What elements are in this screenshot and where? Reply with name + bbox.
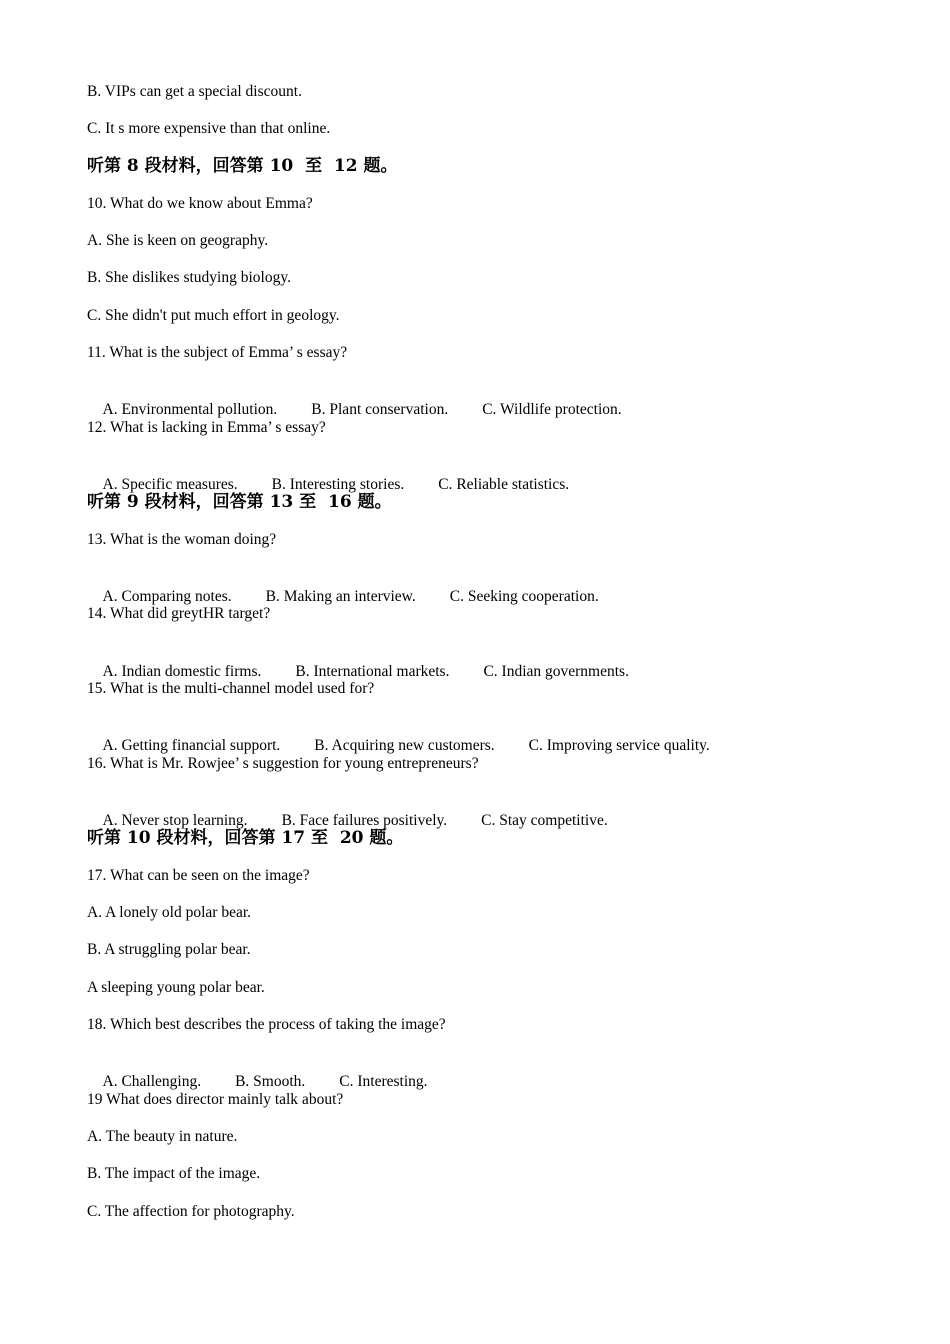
question-line: 18. Which best describes the process of taking the image? bbox=[87, 1016, 446, 1033]
option-c: C. Indian governments. bbox=[483, 663, 629, 680]
section-heading: 听第 10 段材料，回答第 17 至 20 题。 bbox=[87, 828, 404, 848]
option-c: C. Stay competitive. bbox=[481, 812, 608, 829]
option-line: A. The beauty in nature. bbox=[87, 1128, 238, 1145]
question-line: 14. What did greytHR target? bbox=[87, 605, 271, 622]
option-a: A. Challenging. bbox=[102, 1073, 202, 1090]
option-c: C. Improving service quality. bbox=[528, 737, 710, 754]
option-line: C. It s more expensive than that online. bbox=[87, 120, 331, 137]
question-line: 15. What is the multi-channel model used for? bbox=[87, 680, 375, 697]
option-b: B. Acquiring new customers. bbox=[314, 737, 495, 754]
option-a: A. Comparing notes. bbox=[102, 588, 232, 605]
option-c: C. Wildlife protection. bbox=[482, 401, 622, 418]
option-c: C. Seeking cooperation. bbox=[449, 588, 599, 605]
section-heading: 听第 8 段材料，回答第 10 至 12 题。 bbox=[87, 156, 398, 176]
question-line: 19 What does director mainly talk about? bbox=[87, 1091, 344, 1108]
question-line: 16. What is Mr. Rowjee’ s suggestion for young entrepreneurs? bbox=[87, 755, 479, 772]
option-c: C. Interesting. bbox=[339, 1073, 428, 1090]
option-a: A. Environmental pollution. bbox=[102, 401, 278, 418]
section-heading: 听第 9 段材料，回答第 13 至 16 题。 bbox=[87, 492, 392, 512]
option-b: B. Smooth. bbox=[235, 1073, 306, 1090]
option-line: C. The affection for photography. bbox=[87, 1203, 295, 1220]
question-line: 10. What do we know about Emma? bbox=[87, 195, 313, 212]
option-line: A. She is keen on geography. bbox=[87, 232, 269, 249]
option-b: B. Interesting stories. bbox=[271, 476, 405, 493]
option-b: B. Plant conservation. bbox=[311, 401, 449, 418]
option-line: B. VIPs can get a special discount. bbox=[87, 83, 302, 100]
option-c: C. Reliable statistics. bbox=[438, 476, 570, 493]
option-b: B. Face failures positively. bbox=[281, 812, 448, 829]
option-line: A sleeping young polar bear. bbox=[87, 979, 265, 996]
option-b: B. Making an interview. bbox=[265, 588, 416, 605]
option-line: B. She dislikes studying biology. bbox=[87, 269, 291, 286]
option-line: C. She didn't put much effort in geology. bbox=[87, 307, 340, 324]
option-line: B. A struggling polar bear. bbox=[87, 941, 251, 958]
option-a: A. Indian domestic firms. bbox=[102, 663, 262, 680]
option-line: A. A lonely old polar bear. bbox=[87, 904, 252, 921]
option-a: A. Never stop learning. bbox=[102, 812, 248, 829]
option-a: A. Getting financial support. bbox=[102, 737, 281, 754]
option-line: B. The impact of the image. bbox=[87, 1165, 261, 1182]
question-line: 12. What is lacking in Emma’ s essay? bbox=[87, 419, 326, 436]
question-line: 17. What can be seen on the image? bbox=[87, 867, 310, 884]
option-a: A. Specific measures. bbox=[102, 476, 238, 493]
question-line: 13. What is the woman doing? bbox=[87, 531, 277, 548]
option-b: B. International markets. bbox=[295, 663, 450, 680]
question-line: 11. What is the subject of Emma’ s essay? bbox=[87, 344, 348, 361]
